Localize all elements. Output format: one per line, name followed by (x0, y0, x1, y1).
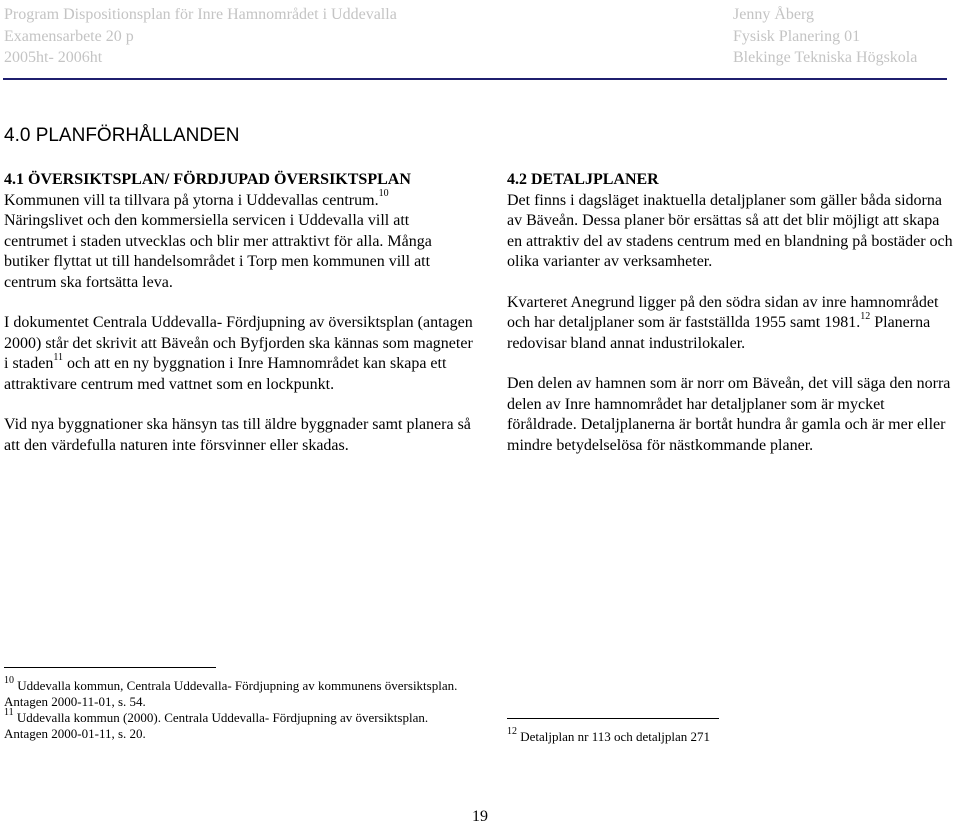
paragraph-anegrund-rest: Planerna redovisar bland annat industrilokaler. (507, 314, 931, 352)
header-term: 2005ht- 2006ht (4, 49, 103, 66)
paragraph-centrum (4, 188, 474, 294)
paragraph-fordjupning-text: I dokumentet Centrala Uddevalla- Fördjupning av översiktsplan (antagen 2000) står det skrivit att Bäveån och Byfjorden ska kännas som magneter i staden (4, 314, 473, 372)
paragraph-centrum-text: Kommunen vill ta tillvara på ytorna i Uddevallas centrum. (4, 191, 379, 209)
paragraph-anegrund (507, 293, 957, 355)
running-header-left (4, 4, 524, 69)
header-program: Fysisk Planering 01 (733, 27, 861, 45)
footnote-12 (507, 725, 947, 745)
paragraph-anegrund-text: Kvarteret Anegrund ligger på den södra sidan av inre hamnområdet och har detaljplaner som är fastställda 1955 samt 1981. (507, 293, 939, 331)
footnote-ref-11[interactable]: 11 (53, 351, 63, 363)
footnote-10-text: Uddevalla kommun, Centrala Uddevalla- Fördjupning av kommunens översiktsplan. Antagen 2000-11-01, s. 54. (4, 678, 458, 709)
footnote-12-number: 12 (507, 725, 517, 737)
footnote-ref-10[interactable]: 10 (378, 188, 389, 200)
footnote-ref-12[interactable]: 12 (860, 310, 871, 322)
right-column (507, 170, 957, 456)
header-document-title: Program Dispositionsplan för Inre Hamnområdet i Uddevalla (4, 6, 397, 23)
header-school: Blekinge Tekniska Högskola (733, 49, 918, 66)
footnote-11 (4, 706, 464, 742)
header-author: Jenny Åberg (733, 6, 815, 23)
left-column (4, 170, 474, 456)
footnote-10-number: 10 (4, 674, 14, 686)
footnote-11-text: Uddevalla kommun (2000). Centrala Uddevalla- Fördjupning av översiktsplan. Antagen 2000-01-11, s. 20. (4, 710, 429, 741)
footnote-separator-right (507, 718, 719, 719)
paragraph-norra-delen: Den delen av hamnen som är norr om Bäveån, det vill säga den norra delen av Inre hamnområdet har detaljplaner som är mycket föråldrade. Detaljplanerna är bortåt hundra år gamla och är mer eller mindre betydelselösa för nästkommande planer. (507, 375, 951, 454)
header-divider (3, 78, 947, 80)
section-heading-detaljplaner: 4.2 DETALJPLANER (507, 171, 659, 188)
chapter-title: 4.0 PLANFÖRHÅLLANDEN (4, 125, 240, 146)
page-number: 19 (472, 808, 488, 825)
footnote-10 (4, 674, 464, 710)
header-course: Examensarbete 20 p (4, 27, 134, 45)
paragraph-inaktuella: Det finns i dagsläget inaktuella detaljplaner som gäller båda sidorna av Bäveån. Dessa planer bör ersättas så att det blir möjligt att skapa en attraktiv del av stadens centrum med en blandning på bostäder och olika varianter av verksamheter. (507, 191, 953, 270)
paragraph-fordjupning-rest: och att en ny byggnation i Inre Hamnområdet kan skapa ett attraktivare centrum med vattnet som en lockpunkt. (4, 355, 447, 393)
footnote-12-text: Detaljplan nr 113 och detaljplan 271 (517, 729, 711, 744)
section-heading-oversiktsplan: 4.1 ÖVERSIKTSPLAN/ FÖRDJUPAD ÖVERSIKTSPLAN (4, 171, 411, 188)
running-header-right (733, 4, 958, 69)
paragraph-fordjupning (4, 313, 474, 395)
paragraph-centrum-rest: Näringslivet och den kommersiella servicen i Uddevalla vill att centrumet i staden utvecklas och blir mer attraktivt för alla. Många butiker flyttat ut till handelsområdet i Torp men kommunen vill att centrum ska fortsätta leva. (4, 212, 432, 291)
footnote-separator-left (4, 667, 216, 668)
paragraph-byggnationer: Vid nya byggnationer ska hänsyn tas till äldre byggnader samt planera så att den värdefulla naturen inte försvinner eller skadas. (4, 416, 471, 454)
footnote-11-number: 11 (4, 706, 14, 718)
